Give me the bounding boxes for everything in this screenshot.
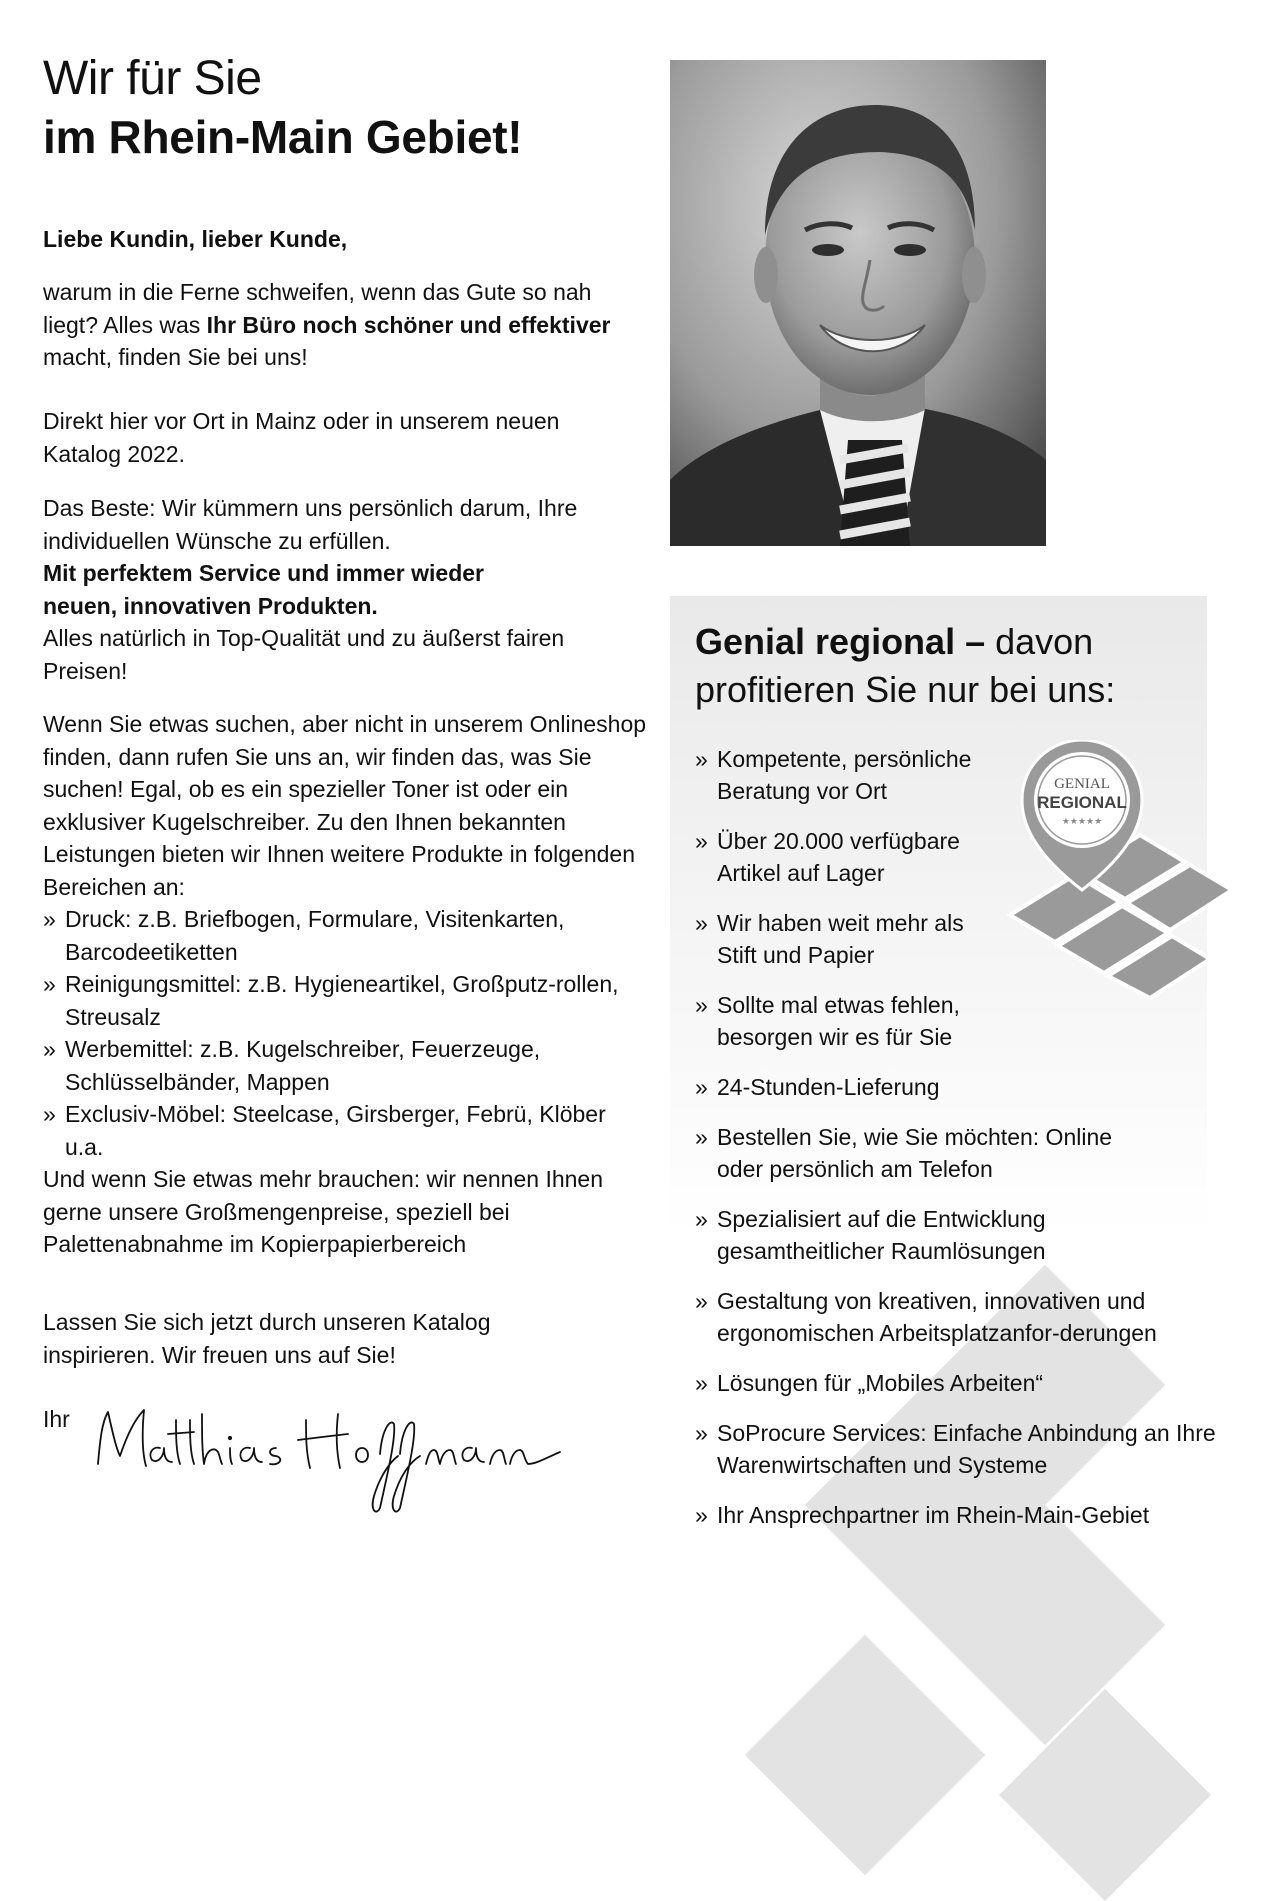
list-item: » Über 20.000 verfügbare Artikel auf Lager — [695, 825, 1017, 889]
letter-paragraph-1 — [43, 276, 623, 374]
list-item: » Werbemittel: z.B. Kugelschreiber, Feuerzeuge, Schlüsselbänder, Mappen — [43, 1033, 653, 1098]
list-item: » Gestaltung von kreativen, innovativen und ergonomischen Arbeitsplatzanfor-derungen — [695, 1285, 1197, 1349]
list-item: » Druck: z.B. Briefbogen, Formulare, Visitenkarten, Barcodeetiketten — [43, 903, 653, 968]
letter-paragraph-3 — [43, 492, 613, 687]
panel-title-bold: Genial regional – — [695, 621, 986, 662]
list-item: » Lösungen für „Mobiles Arbeiten“ — [695, 1367, 1195, 1399]
product-areas-list — [43, 903, 653, 1163]
list-item: » Exclusiv-Möbel: Steelcase, Girsberger, Febrü, Klöber u.a. — [43, 1098, 625, 1163]
portrait-photo — [670, 60, 1046, 546]
badge-line-2: REGIONAL — [1037, 793, 1127, 812]
letter-paragraph-2: Direkt hier vor Ort in Mainz oder in unserem neuen Katalog 2022. — [43, 408, 560, 467]
badge-line-1: GENIAL — [1054, 776, 1110, 792]
list-item: » Ihr Ansprechpartner im Rhein-Main-Gebiet — [695, 1499, 1195, 1531]
p3-text-bold: Mit perfektem Service und immer wieder neuen, innovativen Produkten. — [43, 560, 484, 619]
title-line-2: im Rhein-Main Gebiet! — [43, 111, 523, 163]
p3-text-c: Alles natürlich in Top-Qualität und zu äußerst fairen Preisen! — [43, 625, 565, 684]
p5-text: Und wenn Sie etwas mehr brauchen: wir nennen Ihnen gerne unsere Großmengenpreise, speziell bei Palettenabnahme im Kopierpapierbereich — [43, 1166, 604, 1257]
panel-title — [695, 618, 1215, 714]
p1-text-a: warum in die Ferne schweifen, wenn das Gute so nah liegt? Alles was — [43, 279, 592, 338]
list-item: » Reinigungsmittel: z.B. Hygieneartikel, Großputz-rollen, Streusalz — [43, 968, 645, 1033]
p1-text-c: macht, finden Sie bei uns! — [43, 344, 308, 370]
list-item: » Wir haben weit mehr als Stift und Papier — [695, 907, 987, 971]
list-item: » SoProcure Services: Einfache Anbindung an Ihre Warenwirtschaften und Systeme — [695, 1417, 1217, 1481]
list-item: » Spezialisiert auf die Entwicklung gesamtheitlicher Raumlösungen — [695, 1203, 1137, 1267]
list-item: » 24-Stunden-Lieferung — [695, 1071, 1195, 1103]
title-line-1: Wir für Sie — [43, 52, 262, 105]
list-item: » Kompetente, persönliche Beratung vor Ort — [695, 743, 1017, 807]
letter-paragraph-6: Lassen Sie sich jetzt durch unseren Katalog inspirieren. Wir freuen uns auf Sie! — [43, 1309, 491, 1368]
badge-stars: ★★★★★ — [1061, 817, 1103, 827]
p3-text-a: Das Beste: Wir kümmern uns persönlich darum, Ihre individuellen Wünsche zu erfüllen. — [43, 495, 578, 554]
signature-image — [90, 1390, 570, 1520]
p4-text: Wenn Sie etwas suchen, aber nicht in unserem Onlineshop finden, dann rufen Sie uns an, wir finden das, was Sie suchen! Egal, ob es ein spezieller Toner ist oder ein exklusiver Kugelschreiber. Zu den Ihnen bekannten Leistungen bieten wir Ihnen weitere Produkte in folgenden Bereichen an: — [43, 711, 647, 900]
letter-greeting: Liebe Kundin, lieber Kunde, — [43, 226, 348, 252]
list-item: » Sollte mal etwas fehlen, besorgen wir es für Sie — [695, 989, 1017, 1053]
panel-title-light: davon profitieren Sie nur bei uns: — [695, 621, 1116, 710]
signature-prefix: Ihr — [43, 1406, 70, 1432]
header — [43, 50, 663, 166]
p1-text-bold: Ihr Büro noch schöner und effektiver — [206, 311, 611, 338]
decor-diamond-4 — [745, 1635, 985, 1875]
list-item: » Bestellen Sie, wie Sie möchten: Online oder persönlich am Telefon — [695, 1121, 1137, 1185]
letter-paragraph-4 — [43, 708, 653, 1261]
genial-regional-badge — [1000, 740, 1240, 1010]
